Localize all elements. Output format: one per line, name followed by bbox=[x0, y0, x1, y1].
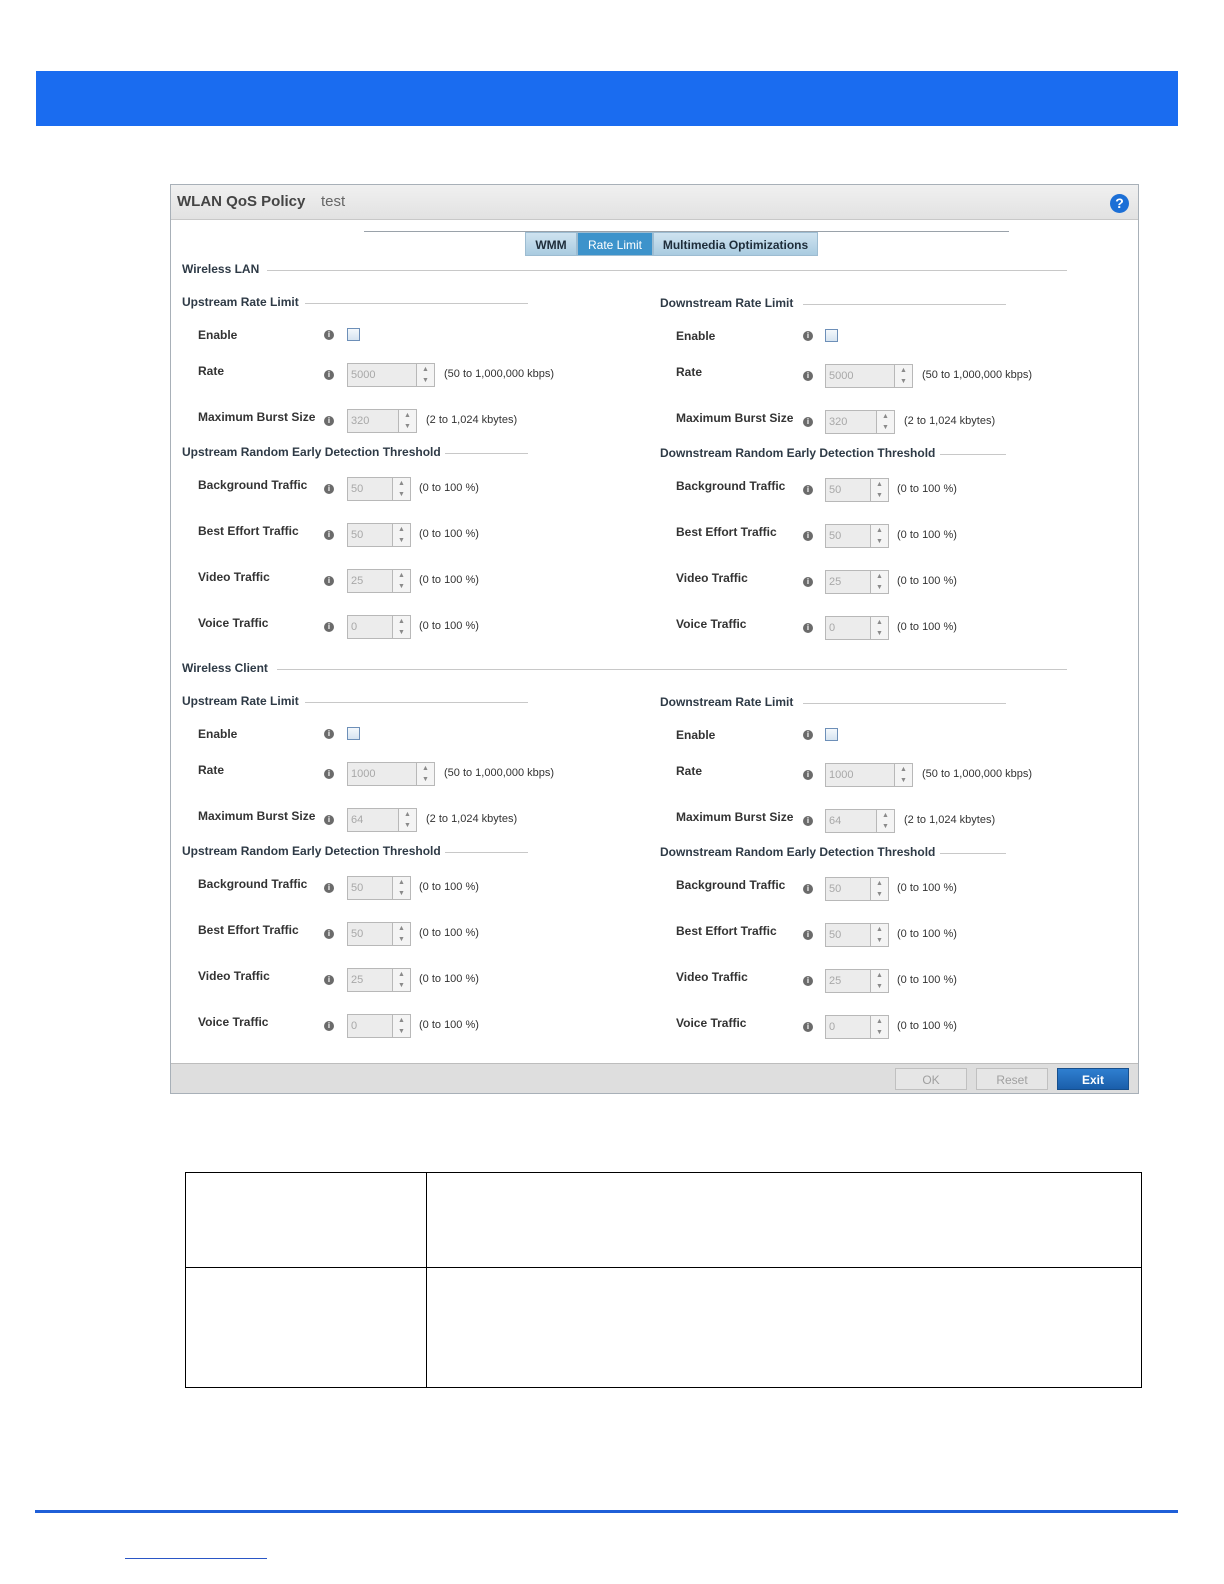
range-hint: (2 to 1,024 kbytes) bbox=[426, 414, 518, 426]
description-table bbox=[185, 1172, 1142, 1388]
wireless-client-downstream-background-traffic-value[interactable]: 50 bbox=[825, 877, 871, 901]
wireless-lan-upstream-background-traffic-spinner[interactable] bbox=[347, 477, 411, 501]
spinner-arrows[interactable] bbox=[877, 809, 895, 833]
range-hint: (50 to 1,000,000 kbps) bbox=[922, 369, 1033, 381]
wireless-client-downstream-voice-traffic-label: Voice Traffic bbox=[676, 1016, 747, 1030]
wireless-client-upstream-enable-checkbox[interactable] bbox=[347, 727, 360, 740]
info-icon[interactable]: i bbox=[324, 416, 334, 426]
range-hint: (0 to 100 %) bbox=[419, 574, 479, 586]
header-banner bbox=[36, 71, 1178, 126]
wireless-client-downstream-voice-traffic-spinner[interactable] bbox=[825, 1015, 889, 1039]
wireless-lan-downstream-video-traffic-value[interactable]: 25 bbox=[825, 570, 871, 594]
spin-up-icon[interactable]: ▲ bbox=[398, 618, 405, 625]
spinner-arrows[interactable] bbox=[417, 762, 435, 786]
spin-down-icon[interactable]: ▼ bbox=[876, 538, 883, 545]
info-icon[interactable]: i bbox=[324, 929, 334, 939]
spinner-arrows[interactable] bbox=[393, 523, 411, 547]
wireless-client-upstream-rate-spinner[interactable] bbox=[347, 762, 435, 786]
info-icon[interactable]: i bbox=[324, 530, 334, 540]
wlan-qos-policy-window bbox=[170, 184, 1139, 1094]
tab-rate-limit[interactable]: Rate Limit bbox=[577, 232, 653, 256]
wireless-lan-upstream-background-traffic-value[interactable]: 50 bbox=[347, 477, 393, 501]
wireless-client-upstream-video-traffic-spinner[interactable] bbox=[347, 968, 411, 992]
table-cell bbox=[186, 1268, 427, 1388]
range-hint: (0 to 100 %) bbox=[897, 529, 957, 541]
wireless-lan-upstream-rate-value[interactable]: 5000 bbox=[347, 363, 417, 387]
info-icon[interactable]: i bbox=[324, 576, 334, 586]
spinner-arrows[interactable] bbox=[393, 569, 411, 593]
wireless-client-downstream-video-traffic-spinner[interactable] bbox=[825, 969, 889, 993]
spin-down-icon[interactable]: ▼ bbox=[398, 1028, 405, 1035]
wireless-client-upstream-voice-traffic-label: Voice Traffic bbox=[198, 1015, 269, 1029]
wireless-client-downstream-video-traffic-label: Video Traffic bbox=[676, 970, 748, 984]
spin-up-icon[interactable]: ▲ bbox=[882, 413, 889, 420]
spin-up-icon[interactable]: ▲ bbox=[876, 926, 883, 933]
wireless-lan-upstream-background-traffic-label: Background Traffic bbox=[198, 478, 308, 492]
wireless-client-downstream-rate-value[interactable]: 1000 bbox=[825, 763, 895, 787]
spin-up-icon[interactable]: ▲ bbox=[876, 880, 883, 887]
wireless-lan-upstream-best-effort-traffic-spinner[interactable] bbox=[347, 523, 411, 547]
spin-down-icon[interactable]: ▼ bbox=[398, 890, 405, 897]
spin-up-icon[interactable]: ▲ bbox=[876, 1018, 883, 1025]
wireless-lan-upstream-rate-limit-heading: Upstream Rate Limit bbox=[182, 295, 299, 309]
wireless-client-upstream-rate-limit-heading: Upstream Rate Limit bbox=[182, 694, 299, 708]
wireless-lan-upstream-enable-checkbox[interactable] bbox=[347, 328, 360, 341]
spin-down-icon[interactable]: ▼ bbox=[900, 777, 907, 784]
spinner-arrows[interactable] bbox=[871, 478, 889, 502]
spin-up-icon[interactable]: ▲ bbox=[422, 366, 429, 373]
exit-button[interactable]: Exit bbox=[1057, 1068, 1129, 1090]
footer-rule bbox=[35, 1510, 1178, 1513]
range-hint: (0 to 100 %) bbox=[897, 1020, 957, 1032]
spin-down-icon[interactable]: ▼ bbox=[882, 823, 889, 830]
info-icon[interactable]: i bbox=[803, 531, 813, 541]
spinner-arrows[interactable] bbox=[417, 363, 435, 387]
wireless-client-downstream-video-traffic-value[interactable]: 25 bbox=[825, 969, 871, 993]
info-icon[interactable]: i bbox=[803, 417, 813, 427]
window-footer bbox=[171, 1063, 1138, 1093]
info-icon[interactable]: i bbox=[803, 930, 813, 940]
info-icon[interactable]: i bbox=[803, 371, 813, 381]
range-hint: (0 to 100 %) bbox=[897, 882, 957, 894]
wireless-client-upstream-rate-label: Rate bbox=[198, 763, 225, 777]
reset-button[interactable]: Reset bbox=[976, 1068, 1048, 1090]
range-hint: (0 to 100 %) bbox=[419, 927, 479, 939]
wireless-lan-upstream-video-traffic-spinner[interactable] bbox=[347, 569, 411, 593]
wireless-client-downstream-background-traffic-label: Background Traffic bbox=[676, 878, 786, 892]
range-hint: (0 to 100 %) bbox=[419, 1019, 479, 1031]
spin-down-icon[interactable]: ▼ bbox=[876, 492, 883, 499]
info-icon[interactable]: i bbox=[324, 729, 334, 739]
wireless-lan-downstream-video-traffic-spinner[interactable] bbox=[825, 570, 889, 594]
spinner-arrows[interactable] bbox=[393, 968, 411, 992]
spin-up-icon[interactable]: ▲ bbox=[398, 925, 405, 932]
wireless-lan-upstream-voice-traffic-spinner[interactable] bbox=[347, 615, 411, 639]
wireless-lan-heading: Wireless LAN bbox=[182, 262, 260, 276]
spin-down-icon[interactable]: ▼ bbox=[404, 822, 411, 829]
spinner-arrows[interactable] bbox=[393, 876, 411, 900]
info-icon[interactable]: i bbox=[324, 484, 334, 494]
spin-down-icon[interactable]: ▼ bbox=[882, 424, 889, 431]
spin-down-icon[interactable]: ▼ bbox=[422, 776, 429, 783]
range-hint: (2 to 1,024 kbytes) bbox=[904, 814, 996, 826]
spinner-arrows[interactable] bbox=[393, 615, 411, 639]
wireless-lan-upstream-voice-traffic-value[interactable]: 0 bbox=[347, 615, 393, 639]
spin-down-icon[interactable]: ▼ bbox=[398, 982, 405, 989]
spin-up-icon[interactable]: ▲ bbox=[876, 619, 883, 626]
spin-up-icon[interactable]: ▲ bbox=[876, 573, 883, 580]
info-icon[interactable]: i bbox=[803, 331, 813, 341]
window-titlebar bbox=[171, 185, 1138, 220]
wireless-client-upstream-video-traffic-value[interactable]: 25 bbox=[347, 968, 393, 992]
wireless-client-upstream-background-traffic-value[interactable]: 50 bbox=[347, 876, 393, 900]
wireless-client-downstream-enable-label: Enable bbox=[676, 728, 716, 742]
spin-down-icon[interactable]: ▼ bbox=[876, 630, 883, 637]
wireless-lan-downstream-rate-limit-heading: Downstream Rate Limit bbox=[660, 296, 794, 310]
wireless-lan-upstream-burst-value[interactable]: 320 bbox=[347, 409, 399, 433]
spin-up-icon[interactable]: ▲ bbox=[422, 765, 429, 772]
wireless-lan-upstream-burst-label: Maximum Burst Size bbox=[198, 410, 316, 424]
section-divider bbox=[803, 304, 1006, 305]
wireless-lan-upstream-video-traffic-value[interactable]: 25 bbox=[347, 569, 393, 593]
window-title: WLAN QoS Policy bbox=[177, 193, 306, 210]
spin-up-icon[interactable]: ▲ bbox=[398, 480, 405, 487]
spin-down-icon[interactable]: ▼ bbox=[876, 584, 883, 591]
wireless-lan-upstream-burst-spinner[interactable] bbox=[347, 409, 417, 433]
spinner-arrows[interactable] bbox=[877, 410, 895, 434]
wireless-lan-downstream-best-effort-traffic-value[interactable]: 50 bbox=[825, 524, 871, 548]
wireless-client-upstream-best-effort-traffic-spinner[interactable] bbox=[347, 922, 411, 946]
spin-up-icon[interactable]: ▲ bbox=[398, 526, 405, 533]
wireless-client-upstream-rate-value[interactable]: 1000 bbox=[347, 762, 417, 786]
wireless-client-downstream-best-effort-traffic-value[interactable]: 50 bbox=[825, 923, 871, 947]
wireless-lan-downstream-rate-value[interactable]: 5000 bbox=[825, 364, 895, 388]
section-divider bbox=[445, 453, 528, 454]
spin-down-icon[interactable]: ▼ bbox=[876, 891, 883, 898]
spinner-arrows[interactable] bbox=[399, 808, 417, 832]
section-divider bbox=[277, 669, 1067, 670]
table-cell bbox=[427, 1268, 1142, 1388]
range-hint: (0 to 100 %) bbox=[897, 621, 957, 633]
wireless-lan-downstream-video-traffic-label: Video Traffic bbox=[676, 571, 748, 585]
wireless-client-downstream-rate-spinner[interactable] bbox=[825, 763, 913, 787]
spin-up-icon[interactable]: ▲ bbox=[398, 971, 405, 978]
wireless-lan-upstream-voice-traffic-label: Voice Traffic bbox=[198, 616, 269, 630]
range-hint: (0 to 100 %) bbox=[419, 881, 479, 893]
wireless-client-downstream-red-heading: Downstream Random Early Detection Threshold bbox=[660, 845, 936, 859]
info-icon[interactable]: i bbox=[803, 485, 813, 495]
section-divider bbox=[940, 853, 1006, 854]
spinner-arrows[interactable] bbox=[399, 409, 417, 433]
wireless-client-heading: Wireless Client bbox=[182, 661, 268, 675]
wireless-client-upstream-burst-value[interactable]: 64 bbox=[347, 808, 399, 832]
range-hint: (50 to 1,000,000 kbps) bbox=[922, 768, 1033, 780]
wireless-client-downstream-enable-checkbox[interactable] bbox=[825, 728, 838, 741]
spin-up-icon[interactable]: ▲ bbox=[404, 412, 411, 419]
wireless-lan-downstream-best-effort-traffic-spinner[interactable] bbox=[825, 524, 889, 548]
info-icon[interactable]: i bbox=[324, 622, 334, 632]
wireless-lan-downstream-background-traffic-spinner[interactable] bbox=[825, 478, 889, 502]
spin-up-icon[interactable]: ▲ bbox=[900, 367, 907, 374]
info-icon[interactable]: i bbox=[324, 815, 334, 825]
range-hint: (0 to 100 %) bbox=[419, 482, 479, 494]
spin-down-icon[interactable]: ▼ bbox=[398, 936, 405, 943]
section-divider bbox=[305, 303, 528, 304]
wireless-lan-upstream-rate-label: Rate bbox=[198, 364, 225, 378]
wireless-lan-downstream-enable-label: Enable bbox=[676, 329, 716, 343]
wireless-client-downstream-best-effort-traffic-label: Best Effort Traffic bbox=[676, 924, 777, 938]
range-hint: (2 to 1,024 kbytes) bbox=[426, 813, 518, 825]
info-icon[interactable]: i bbox=[803, 816, 813, 826]
wireless-client-upstream-red-heading: Upstream Random Early Detection Threshold bbox=[182, 844, 441, 858]
range-hint: (0 to 100 %) bbox=[419, 620, 479, 632]
wireless-client-upstream-burst-label: Maximum Burst Size bbox=[198, 809, 316, 823]
spin-up-icon[interactable]: ▲ bbox=[404, 811, 411, 818]
wireless-client-downstream-rate-label: Rate bbox=[676, 764, 703, 778]
wireless-lan-upstream-best-effort-traffic-value[interactable]: 50 bbox=[347, 523, 393, 547]
wireless-client-upstream-burst-spinner[interactable] bbox=[347, 808, 417, 832]
wireless-lan-downstream-burst-label: Maximum Burst Size bbox=[676, 411, 794, 425]
spin-up-icon[interactable]: ▲ bbox=[876, 481, 883, 488]
table-cell bbox=[186, 1173, 427, 1268]
wireless-client-upstream-enable-label: Enable bbox=[198, 727, 238, 741]
spinner-arrows[interactable] bbox=[895, 364, 913, 388]
range-hint: (0 to 100 %) bbox=[897, 483, 957, 495]
info-icon[interactable]: i bbox=[803, 770, 813, 780]
info-icon[interactable]: i bbox=[324, 330, 334, 340]
spin-up-icon[interactable]: ▲ bbox=[876, 972, 883, 979]
spin-down-icon[interactable]: ▼ bbox=[876, 937, 883, 944]
info-icon[interactable]: i bbox=[803, 1022, 813, 1032]
wireless-client-upstream-best-effort-traffic-label: Best Effort Traffic bbox=[198, 923, 299, 937]
spinner-arrows[interactable] bbox=[393, 477, 411, 501]
range-hint: (50 to 1,000,000 kbps) bbox=[444, 767, 555, 779]
info-icon[interactable]: i bbox=[803, 730, 813, 740]
info-icon[interactable]: i bbox=[803, 623, 813, 633]
info-icon[interactable]: i bbox=[324, 975, 334, 985]
info-icon[interactable]: i bbox=[324, 370, 334, 380]
wireless-client-upstream-video-traffic-label: Video Traffic bbox=[198, 969, 270, 983]
info-icon[interactable]: i bbox=[803, 577, 813, 587]
wireless-lan-upstream-red-heading: Upstream Random Early Detection Threshold bbox=[182, 445, 441, 459]
footer-link-underline bbox=[125, 1558, 267, 1559]
wireless-lan-downstream-best-effort-traffic-label: Best Effort Traffic bbox=[676, 525, 777, 539]
spin-down-icon[interactable]: ▼ bbox=[398, 583, 405, 590]
wireless-lan-downstream-burst-value[interactable]: 320 bbox=[825, 410, 877, 434]
wireless-lan-upstream-rate-spinner[interactable] bbox=[347, 363, 435, 387]
spinner-arrows[interactable] bbox=[871, 1015, 889, 1039]
info-icon[interactable]: i bbox=[803, 976, 813, 986]
spin-down-icon[interactable]: ▼ bbox=[876, 1029, 883, 1036]
wireless-client-upstream-best-effort-traffic-value[interactable]: 50 bbox=[347, 922, 393, 946]
spin-down-icon[interactable]: ▼ bbox=[398, 629, 405, 636]
spinner-arrows[interactable] bbox=[871, 570, 889, 594]
spin-down-icon[interactable]: ▼ bbox=[404, 423, 411, 430]
info-icon[interactable]: i bbox=[324, 1021, 334, 1031]
wireless-client-downstream-voice-traffic-value[interactable]: 0 bbox=[825, 1015, 871, 1039]
spin-down-icon[interactable]: ▼ bbox=[422, 377, 429, 384]
wireless-lan-downstream-voice-traffic-label: Voice Traffic bbox=[676, 617, 747, 631]
wireless-client-downstream-burst-label: Maximum Burst Size bbox=[676, 810, 794, 824]
spinner-arrows[interactable] bbox=[895, 763, 913, 787]
wireless-client-upstream-background-traffic-spinner[interactable] bbox=[347, 876, 411, 900]
wireless-lan-downstream-burst-spinner[interactable] bbox=[825, 410, 895, 434]
wireless-client-downstream-background-traffic-spinner[interactable] bbox=[825, 877, 889, 901]
spin-up-icon[interactable]: ▲ bbox=[398, 879, 405, 886]
tab-wmm[interactable]: WMM bbox=[525, 232, 577, 256]
section-divider bbox=[940, 454, 1006, 455]
wireless-lan-upstream-best-effort-traffic-label: Best Effort Traffic bbox=[198, 524, 299, 538]
wireless-lan-upstream-video-traffic-label: Video Traffic bbox=[198, 570, 270, 584]
wireless-client-downstream-burst-value[interactable]: 64 bbox=[825, 809, 877, 833]
spin-down-icon[interactable]: ▼ bbox=[900, 378, 907, 385]
info-icon[interactable]: i bbox=[324, 883, 334, 893]
help-icon[interactable]: ? bbox=[1110, 194, 1129, 213]
spin-down-icon[interactable]: ▼ bbox=[398, 537, 405, 544]
table-cell bbox=[427, 1173, 1142, 1268]
range-hint: (0 to 100 %) bbox=[419, 528, 479, 540]
wireless-client-upstream-voice-traffic-value[interactable]: 0 bbox=[347, 1014, 393, 1038]
policy-name: test bbox=[321, 193, 346, 210]
wireless-lan-downstream-background-traffic-value[interactable]: 50 bbox=[825, 478, 871, 502]
spin-up-icon[interactable]: ▲ bbox=[398, 1017, 405, 1024]
spinner-arrows[interactable] bbox=[393, 1014, 411, 1038]
range-hint: (0 to 100 %) bbox=[897, 928, 957, 940]
spin-up-icon[interactable]: ▲ bbox=[900, 766, 907, 773]
spin-up-icon[interactable]: ▲ bbox=[876, 527, 883, 534]
spinner-arrows[interactable] bbox=[871, 616, 889, 640]
wireless-lan-downstream-rate-spinner[interactable] bbox=[825, 364, 913, 388]
info-icon[interactable]: i bbox=[324, 769, 334, 779]
wireless-client-downstream-burst-spinner[interactable] bbox=[825, 809, 895, 833]
range-hint: (0 to 100 %) bbox=[897, 974, 957, 986]
wireless-client-downstream-rate-limit-heading: Downstream Rate Limit bbox=[660, 695, 794, 709]
wireless-client-upstream-background-traffic-label: Background Traffic bbox=[198, 877, 308, 891]
section-divider bbox=[305, 702, 528, 703]
spinner-arrows[interactable] bbox=[871, 524, 889, 548]
wireless-lan-downstream-voice-traffic-value[interactable]: 0 bbox=[825, 616, 871, 640]
range-hint: (0 to 100 %) bbox=[419, 973, 479, 985]
tab-multimedia-optimizations[interactable]: Multimedia Optimizations bbox=[653, 232, 818, 256]
section-divider bbox=[267, 270, 1067, 271]
spin-up-icon[interactable]: ▲ bbox=[398, 572, 405, 579]
spinner-arrows[interactable] bbox=[871, 969, 889, 993]
spinner-arrows[interactable] bbox=[871, 923, 889, 947]
range-hint: (2 to 1,024 kbytes) bbox=[904, 415, 996, 427]
spin-down-icon[interactable]: ▼ bbox=[876, 983, 883, 990]
wireless-lan-downstream-background-traffic-label: Background Traffic bbox=[676, 479, 786, 493]
section-divider bbox=[803, 703, 1006, 704]
wireless-lan-downstream-rate-label: Rate bbox=[676, 365, 703, 379]
wireless-lan-downstream-enable-checkbox[interactable] bbox=[825, 329, 838, 342]
spin-up-icon[interactable]: ▲ bbox=[882, 812, 889, 819]
range-hint: (50 to 1,000,000 kbps) bbox=[444, 368, 555, 380]
range-hint: (0 to 100 %) bbox=[897, 575, 957, 587]
wireless-lan-downstream-red-heading: Downstream Random Early Detection Threshold bbox=[660, 446, 936, 460]
wireless-lan-upstream-enable-label: Enable bbox=[198, 328, 238, 342]
wireless-lan-downstream-voice-traffic-spinner[interactable] bbox=[825, 616, 889, 640]
spin-down-icon[interactable]: ▼ bbox=[398, 491, 405, 498]
wireless-client-upstream-voice-traffic-spinner[interactable] bbox=[347, 1014, 411, 1038]
info-icon[interactable]: i bbox=[803, 884, 813, 894]
wireless-client-downstream-best-effort-traffic-spinner[interactable] bbox=[825, 923, 889, 947]
spinner-arrows[interactable] bbox=[393, 922, 411, 946]
ok-button[interactable]: OK bbox=[895, 1068, 967, 1090]
section-divider bbox=[445, 852, 528, 853]
spinner-arrows[interactable] bbox=[871, 877, 889, 901]
table-row bbox=[186, 1173, 1142, 1268]
table-row bbox=[186, 1268, 1142, 1388]
